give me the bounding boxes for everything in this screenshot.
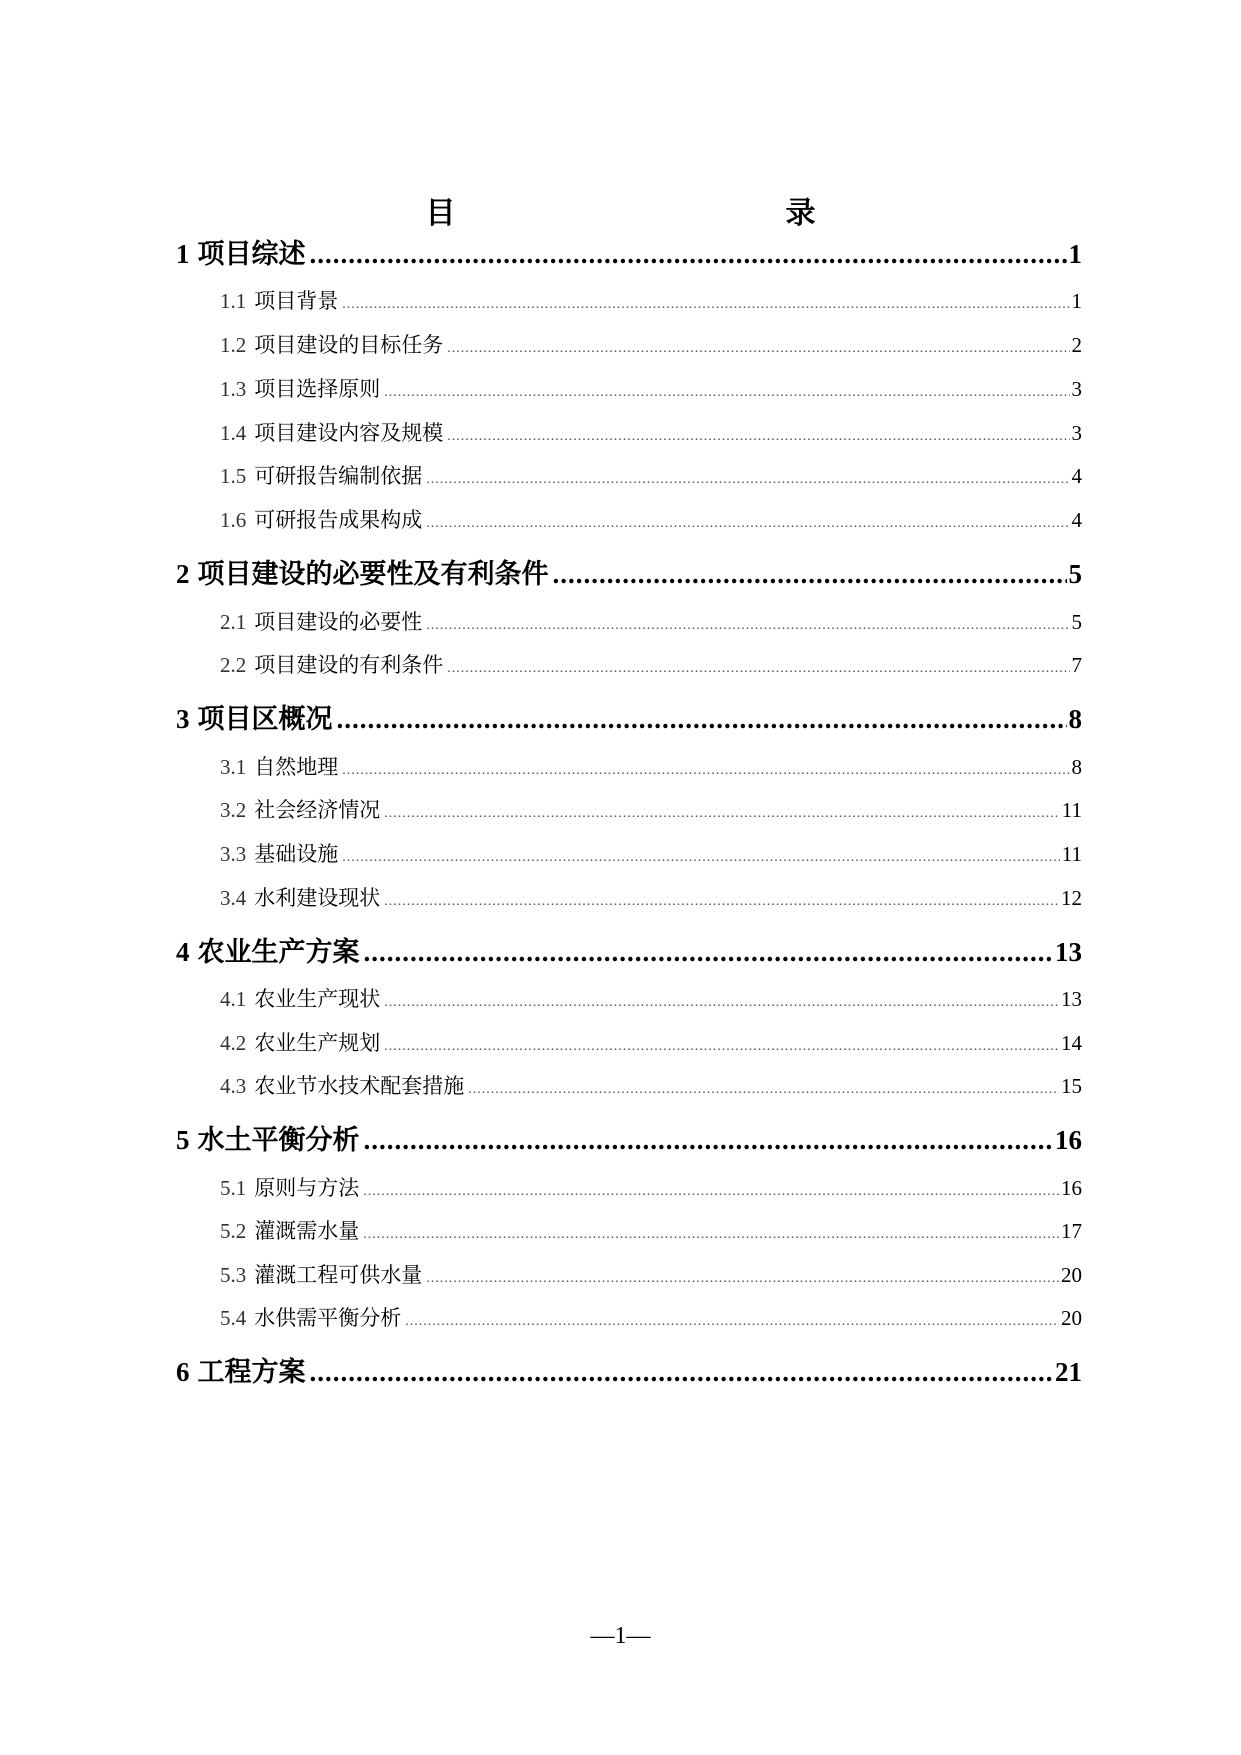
toc-entry-title: 自然地理 bbox=[254, 755, 339, 779]
toc-entry-title: 社会经济情况 bbox=[254, 798, 381, 822]
toc-entry-number: 1.1 bbox=[220, 289, 247, 313]
toc-entry-number: 1.6 bbox=[220, 508, 247, 532]
toc-entry-page: 21 bbox=[1055, 1357, 1082, 1387]
toc-entry-page: 20 bbox=[1061, 1306, 1082, 1330]
toc-section-entry[interactable] bbox=[220, 285, 1082, 315]
toc-entry-page: 11 bbox=[1061, 842, 1082, 866]
toc-entry-page: 14 bbox=[1061, 1031, 1082, 1055]
toc-entry-title: 项目建设的必要性 bbox=[254, 610, 423, 634]
toc-entry-number: 6 bbox=[176, 1357, 190, 1387]
toc-entry-title: 项目区概况 bbox=[197, 704, 333, 735]
toc-section-entry[interactable] bbox=[220, 1302, 1082, 1332]
toc-section-entry[interactable] bbox=[220, 606, 1082, 636]
dot-leader bbox=[310, 1357, 1054, 1388]
toc-entry-page: 15 bbox=[1061, 1074, 1082, 1098]
toc-entry-number: 2.1 bbox=[220, 610, 247, 634]
toc-section-entry[interactable] bbox=[220, 329, 1082, 359]
toc-entry-title: 农业节水技术配套措施 bbox=[254, 1074, 465, 1098]
toc-entry-page: 1 bbox=[1071, 289, 1082, 313]
toc-entry-number: 5.1 bbox=[220, 1176, 247, 1200]
toc-entry-number: 1.5 bbox=[220, 464, 247, 488]
toc-chapter-entry[interactable] bbox=[176, 930, 1082, 969]
toc-entry-title: 农业生产方案 bbox=[197, 937, 360, 968]
toc-title: 目 录 bbox=[425, 196, 906, 231]
page-number: —1— bbox=[590, 1623, 651, 1649]
toc-entry-number: 3.4 bbox=[220, 886, 247, 910]
dot-leader bbox=[342, 297, 1069, 313]
dot-leader bbox=[310, 239, 1067, 270]
toc-section-entry[interactable] bbox=[220, 504, 1082, 534]
toc-entry-page: 4 bbox=[1071, 464, 1082, 488]
toc-section-entry[interactable] bbox=[220, 794, 1082, 824]
toc-entry-page: 7 bbox=[1071, 653, 1082, 677]
toc-section-entry[interactable] bbox=[220, 460, 1082, 490]
toc-entry-number: 4.3 bbox=[220, 1074, 247, 1098]
toc-entry-page: 17 bbox=[1061, 1219, 1082, 1243]
toc-section-entry[interactable] bbox=[220, 1259, 1082, 1289]
dot-leader bbox=[384, 806, 1060, 822]
dot-leader bbox=[447, 429, 1069, 445]
toc-entry-title: 水利建设现状 bbox=[254, 886, 381, 910]
dot-leader bbox=[384, 1039, 1059, 1055]
toc-section-entry[interactable] bbox=[220, 838, 1082, 868]
toc-entry-number: 1.3 bbox=[220, 377, 247, 401]
dot-leader bbox=[426, 1271, 1059, 1287]
toc-entry-page: 20 bbox=[1061, 1263, 1082, 1287]
toc-entry-number: 3.3 bbox=[220, 842, 247, 866]
toc-entry-title: 可研报告成果构成 bbox=[254, 508, 423, 532]
toc-entry-page: 8 bbox=[1068, 704, 1082, 734]
toc-entry-title: 项目建设的有利条件 bbox=[254, 653, 444, 677]
toc-section-entry[interactable] bbox=[220, 1215, 1082, 1245]
toc-entry-title: 水土平衡分析 bbox=[197, 1125, 360, 1156]
toc-entry-page: 16 bbox=[1055, 1125, 1082, 1155]
toc-entry-title: 项目选择原则 bbox=[254, 377, 381, 401]
dot-leader bbox=[447, 341, 1069, 357]
toc-entry-page: 2 bbox=[1071, 333, 1082, 357]
dot-leader bbox=[364, 1125, 1054, 1156]
toc-entry-number: 2 bbox=[176, 559, 190, 589]
toc-section-entry[interactable] bbox=[220, 882, 1082, 912]
toc-entry-title: 工程方案 bbox=[197, 1357, 306, 1388]
toc-section-entry[interactable] bbox=[220, 373, 1082, 403]
toc-entry-title: 灌溉需水量 bbox=[254, 1219, 360, 1243]
toc-entry-number: 3.2 bbox=[220, 798, 247, 822]
toc-entry-number: 5.2 bbox=[220, 1219, 247, 1243]
dot-leader bbox=[426, 516, 1069, 532]
toc-section-entry[interactable] bbox=[220, 751, 1082, 781]
toc-section-entry[interactable] bbox=[220, 1172, 1082, 1202]
toc-chapter-entry[interactable] bbox=[176, 1118, 1082, 1157]
toc-entry-page: 8 bbox=[1071, 755, 1082, 779]
toc-entry-number: 4.1 bbox=[220, 987, 247, 1011]
toc-entry-title: 项目建设内容及规模 bbox=[254, 421, 444, 445]
toc-section-entry[interactable] bbox=[220, 1070, 1082, 1100]
toc-entry-title: 项目背景 bbox=[254, 289, 339, 313]
toc-entry-page: 11 bbox=[1061, 798, 1082, 822]
toc-chapter-entry[interactable] bbox=[176, 697, 1082, 736]
toc-entry-title: 灌溉工程可供水量 bbox=[254, 1263, 423, 1287]
toc-entry-title: 可研报告编制依据 bbox=[254, 464, 423, 488]
dot-leader bbox=[363, 1184, 1059, 1200]
toc-entry-number: 5.4 bbox=[220, 1306, 247, 1330]
toc-entry-number: 3 bbox=[176, 704, 190, 734]
toc-entry-page: 13 bbox=[1061, 987, 1082, 1011]
toc-entry-title: 农业生产规划 bbox=[254, 1031, 381, 1055]
toc-entry-number: 4.2 bbox=[220, 1031, 247, 1055]
dot-leader bbox=[384, 995, 1059, 1011]
toc-entry-number: 5 bbox=[176, 1125, 190, 1155]
toc-entry-page: 12 bbox=[1061, 886, 1082, 910]
dot-leader bbox=[426, 472, 1069, 488]
dot-leader bbox=[447, 661, 1069, 677]
dot-leader bbox=[405, 1314, 1059, 1330]
dot-leader bbox=[337, 704, 1067, 735]
toc-entry-number: 4 bbox=[176, 937, 190, 967]
dot-leader bbox=[363, 1227, 1059, 1243]
dot-leader bbox=[468, 1082, 1059, 1098]
toc-entry-title: 项目建设的必要性及有利条件 bbox=[197, 559, 549, 590]
toc-entry-number: 3.1 bbox=[220, 755, 247, 779]
toc-section-entry[interactable] bbox=[220, 1027, 1082, 1057]
toc-entry-number: 1 bbox=[176, 239, 190, 269]
toc-entry-title: 项目综述 bbox=[197, 239, 306, 270]
toc-entry-number: 2.2 bbox=[220, 653, 247, 677]
toc-chapter-entry[interactable] bbox=[176, 232, 1082, 271]
toc-entry-page: 3 bbox=[1071, 421, 1082, 445]
toc-section-entry[interactable] bbox=[220, 417, 1082, 447]
toc-entry-page: 16 bbox=[1061, 1176, 1082, 1200]
toc-entry-page: 5 bbox=[1071, 610, 1082, 634]
toc-entry-page: 13 bbox=[1055, 937, 1082, 967]
toc-entry-title: 农业生产现状 bbox=[254, 987, 381, 1011]
dot-leader bbox=[342, 763, 1069, 779]
toc-entry-title: 基础设施 bbox=[254, 842, 339, 866]
toc-entry-page: 3 bbox=[1071, 377, 1082, 401]
dot-leader bbox=[553, 559, 1067, 590]
dot-leader bbox=[342, 850, 1060, 866]
toc-section-entry[interactable] bbox=[220, 649, 1082, 679]
dot-leader bbox=[426, 618, 1069, 634]
toc-entry-number: 1.2 bbox=[220, 333, 247, 357]
toc-chapter-entry[interactable] bbox=[176, 552, 1082, 591]
toc-section-entry[interactable] bbox=[220, 983, 1082, 1013]
toc-entry-title: 原则与方法 bbox=[254, 1176, 360, 1200]
toc-chapter-entry[interactable] bbox=[176, 1350, 1082, 1389]
toc-entry-number: 5.3 bbox=[220, 1263, 247, 1287]
toc-entry-title: 水供需平衡分析 bbox=[254, 1306, 402, 1330]
toc-entry-page: 4 bbox=[1071, 508, 1082, 532]
dot-leader bbox=[384, 894, 1059, 910]
toc-entry-page: 1 bbox=[1068, 239, 1082, 269]
toc-entry-page: 5 bbox=[1068, 559, 1082, 589]
toc-entry-title: 项目建设的目标任务 bbox=[254, 333, 444, 357]
dot-leader bbox=[364, 937, 1054, 968]
toc-entry-number: 1.4 bbox=[220, 421, 247, 445]
dot-leader bbox=[384, 385, 1069, 401]
